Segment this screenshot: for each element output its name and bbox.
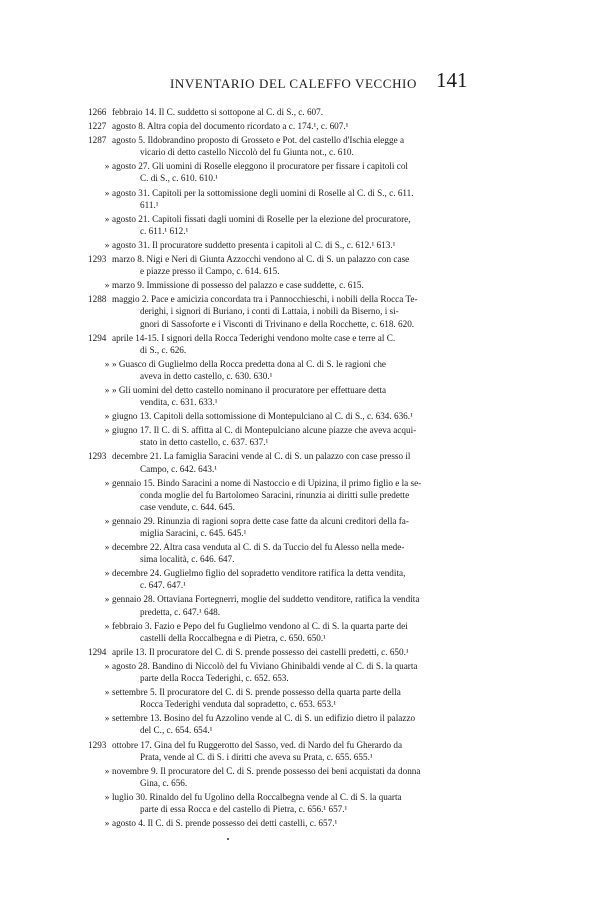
- inventory-entry: [0, 187, 606, 211]
- entry-text: decembre 21. La famiglia Saracini vende al C. di S. un palazzo con case presso il: [112, 451, 411, 462]
- entry-line: [0, 293, 606, 305]
- ditto-mark: »: [104, 384, 110, 395]
- entry-line: [0, 106, 606, 118]
- entry-line: [0, 225, 606, 237]
- ditto-mark: »: [104, 477, 110, 488]
- entry-text: vicario di detto castello Niccolò del fu Giunta not., c. 610.: [140, 147, 354, 158]
- ditto-mark: »: [104, 568, 110, 579]
- entry-line: [0, 606, 606, 618]
- entry-line: [0, 527, 606, 539]
- inventory-entry: [0, 120, 606, 132]
- entry-text: aveva in detto castello, c. 630. 630.¹: [140, 370, 273, 381]
- entry-text: C. di S., c. 610. 610.¹: [140, 173, 219, 184]
- running-title: INVENTARIO DEL CALEFFO VECCHIO: [170, 76, 417, 91]
- inventory-entry: [0, 450, 606, 474]
- ditto-mark: »: [104, 280, 110, 291]
- entry-text: novembre 9. Il procuratore del C. di S. prende possesso dei beni acquistati da donna: [112, 765, 421, 776]
- entry-line: [0, 724, 606, 736]
- entry-line: [0, 803, 606, 815]
- entry-text: agosto 21. Capitoli fissati dagli uomini di Roselle per la elezione del procuratore,: [112, 213, 411, 224]
- inventory-entry: [0, 593, 606, 617]
- entry-text: c. 611.¹ 612.¹: [140, 225, 189, 236]
- entry-year: 1294: [88, 646, 107, 657]
- entry-text: » Gli uomini del detto castello nominano il procuratore per effettuare detta: [112, 384, 387, 395]
- inventory-entry: [0, 620, 606, 644]
- entry-line: [0, 646, 606, 658]
- entry-text: giugno 13. Capitoli della sottomissione di Montepulciano al C. di S., c. 634. 636.¹: [112, 411, 413, 422]
- inventory-entry: [0, 213, 606, 237]
- entry-line: [0, 501, 606, 513]
- inventory-entry: [0, 106, 606, 118]
- entry-line: [0, 358, 606, 370]
- inventory-entry: [0, 791, 606, 815]
- entry-line: [0, 265, 606, 277]
- inventory-entry: [0, 660, 606, 684]
- entry-line: [0, 410, 606, 422]
- entry-line: [0, 199, 606, 211]
- ditto-mark: »: [104, 542, 110, 553]
- page-number: 141: [436, 68, 468, 92]
- entry-text: settembre 5. Il procuratore del C. di S. prende possesso della quarta parte della: [112, 687, 401, 698]
- entry-text: derighi, i signori di Buriano, i conti di Lattaia, i nobili da Biserno, i si-: [140, 306, 399, 317]
- ditto-mark: »: [104, 358, 110, 369]
- entry-text: del C., c. 654. 654.¹: [140, 725, 213, 736]
- entry-text: aprile 14-15. I signori della Rocca Tederighi vendono molte case e terre al C.: [112, 332, 396, 343]
- entry-text: parte della Rocca Tederighi, c. 652. 653.: [140, 673, 289, 684]
- entry-text: agosto 5. Ildobrandino proposto di Grosseto e Pot. del castello d'Ischia elegge a: [112, 135, 405, 146]
- entry-text: gnori di Sassoforte e i Visconti di Trivinano e della Rocchette, c. 618. 620.: [140, 318, 415, 329]
- entry-text: decembre 24. Guglielmo figlio del sopradetto venditore ratifica la detta vendita,: [112, 568, 406, 579]
- entry-line: [0, 515, 606, 527]
- entry-line: [0, 436, 606, 448]
- entry-text: agosto 31. Capitoli per la sottomissione degli uomini di Roselle al C. di S., c. 611.: [112, 187, 414, 198]
- ditto-mark: »: [104, 411, 110, 422]
- entry-text: Campo, c. 642. 643.¹: [140, 463, 218, 474]
- entry-text: agosto 27. Gli uomini di Roselle eleggono il procuratore per fissare i capitoli col: [112, 161, 408, 172]
- entry-line: [0, 567, 606, 579]
- entry-line: [0, 593, 606, 605]
- entry-line: [0, 253, 606, 265]
- entry-text: e piazze presso il Campo, c. 614. 615.: [140, 266, 280, 277]
- inventory-entry: [0, 279, 606, 291]
- entry-line: [0, 344, 606, 356]
- entry-text: Gina, c. 656.: [140, 777, 188, 788]
- inventory-entry: [0, 332, 606, 356]
- entry-text: marzo 8. Nigi e Neri di Giunta Azzocchi vendono al C. di S. un palazzo con case: [112, 254, 410, 265]
- inventory-entry: [0, 424, 606, 448]
- inventory-entry: [0, 765, 606, 789]
- entry-text: decembre 22. Altra casa venduta al C. di S. da Tuccio del fu Alesso nella mede-: [112, 542, 405, 553]
- entry-text: parte di essa Rocca e del castello di Pietra, c. 656.¹ 657.¹: [140, 803, 348, 814]
- entry-text: febbraio 14. Il C. suddetto si sottopone al C. di S., c. 607.: [112, 107, 324, 117]
- entry-line: [0, 817, 606, 829]
- inventory-entry: [0, 239, 606, 251]
- entry-text: gennaio 28. Ottaviana Fortegnerri, moglie del suddetto venditore, ratifica la vendita: [112, 594, 420, 605]
- entry-line: [0, 553, 606, 565]
- entry-text: sima località, c. 646. 647.: [140, 554, 235, 565]
- entry-text: conda moglie del fu Bartolomeo Saracini, rinunzia ai diritti sulle predette: [140, 489, 410, 500]
- entry-line: [0, 765, 606, 777]
- ditto-mark: »: [104, 765, 110, 776]
- ditto-mark: »: [104, 687, 110, 698]
- entry-year: 1288: [88, 294, 107, 305]
- inventory-entry: [0, 686, 606, 710]
- entry-line: [0, 739, 606, 751]
- entry-text: 611.¹: [140, 199, 159, 210]
- entry-year: 1293: [88, 254, 107, 265]
- entry-year: 1293: [88, 451, 107, 462]
- entry-line: [0, 424, 606, 436]
- inventory-entry: [0, 739, 606, 763]
- entry-line: [0, 463, 606, 475]
- entry-text: gennaio 15. Bindo Saracini a nome di Nastoccio e di Upizina, il primo figlio e la se-: [112, 477, 422, 488]
- entry-year: 1294: [88, 332, 107, 343]
- ditto-mark: »: [104, 515, 110, 526]
- inventory-entry: [0, 477, 606, 513]
- inventory-entry: [0, 712, 606, 736]
- entry-text: settembre 13. Bosino del fu Azzolino vende al C. di S. un edifizio dietro il palazzo: [112, 713, 416, 724]
- entry-text: » Guasco di Guglielmo della Rocca predetta dona al C. di S. le ragioni che: [112, 358, 387, 369]
- inventory-entry: [0, 817, 606, 829]
- entry-line: [0, 672, 606, 684]
- entry-text: vendita, c. 631. 633.¹: [140, 397, 218, 408]
- inventory-entry: [0, 410, 606, 422]
- entry-year: 1266: [88, 107, 107, 117]
- entry-line: [0, 791, 606, 803]
- inventory-entry: [0, 253, 606, 277]
- entry-text: miglia Saracini, c. 645. 645.¹: [140, 528, 247, 538]
- ditto-mark: »: [104, 660, 110, 671]
- inventory-entry: [0, 567, 606, 591]
- ditto-mark: »: [104, 791, 110, 802]
- entry-year: 1287: [88, 135, 107, 146]
- ditto-mark: »: [104, 713, 110, 724]
- ditto-mark: »: [104, 620, 110, 631]
- entry-text: agosto 31. Il procuratore suddetto presenta i capitoli al C. di S., c. 612.¹ 613.¹: [112, 239, 396, 250]
- entry-text: maggio 2. Pace e amicizia concordata tra i Pannocchieschi, i nobili della Rocca Te-: [112, 294, 418, 305]
- entry-line: [0, 632, 606, 644]
- entry-line: [0, 172, 606, 184]
- ditto-mark: »: [104, 187, 110, 198]
- entry-line: [0, 305, 606, 317]
- entry-line: [0, 396, 606, 408]
- entry-year: 1227: [88, 121, 107, 132]
- inventory-entry: [0, 646, 606, 658]
- inventory-entry: [0, 293, 606, 329]
- entry-line: [0, 660, 606, 672]
- entry-line: [0, 541, 606, 553]
- entry-line: [0, 477, 606, 489]
- entry-line: [0, 370, 606, 382]
- entry-text: Prata, vende al C. di S. i diritti che aveva su Prata, c. 655. 655.¹: [140, 751, 373, 762]
- ditto-mark: »: [104, 425, 110, 436]
- entry-line: [0, 384, 606, 396]
- entry-text: case vendute, c. 644. 645.: [140, 501, 235, 512]
- entry-list: [0, 106, 606, 831]
- entry-text: giugno 17. Il C. di S. affitta al C. di Montepulciano alcune piazze che aveva acqui-: [112, 425, 417, 436]
- entry-line: [0, 620, 606, 632]
- entry-text: gennaio 29. Rinunzia di ragioni sopra dette case fatte da alcuni creditori della fa-: [112, 515, 409, 526]
- ditto-mark: »: [104, 818, 110, 829]
- entry-text: luglio 30. Rinaldo del fu Ugolino della Roccalbegna vende al C. di S. la quarta: [112, 791, 402, 802]
- inventory-entry: [0, 541, 606, 565]
- entry-line: [0, 751, 606, 763]
- entry-line: [0, 332, 606, 344]
- ditto-mark: »: [104, 213, 110, 224]
- entry-text: aprile 13. Il procuratore del C. di S. prende possesso dei castelli predetti, c. 650.¹: [112, 646, 409, 657]
- entry-line: [0, 777, 606, 789]
- ditto-mark: »: [104, 161, 110, 172]
- entry-line: [0, 489, 606, 501]
- entry-text: febbraio 3. Fazio e Pepo del fu Guglielmo vendono al C. di S. la quarta parte dei: [112, 620, 408, 631]
- entry-year: 1293: [88, 739, 107, 750]
- entry-line: [0, 146, 606, 158]
- entry-line: [0, 213, 606, 225]
- entry-line: [0, 712, 606, 724]
- ink-speck: [227, 838, 229, 840]
- entry-line: [0, 279, 606, 291]
- entry-text: castelli della Roccalbegna e di Pietra, c. 650. 650.¹: [140, 632, 326, 643]
- entry-text: predetta, c. 647.¹ 648.: [140, 606, 221, 617]
- ditto-mark: »: [104, 594, 110, 605]
- entry-text: marzo 9. Immissione di possesso del palazzo e case suddette, c. 615.: [112, 280, 364, 291]
- inventory-entry: [0, 384, 606, 408]
- entry-line: [0, 239, 606, 251]
- ditto-mark: »: [104, 239, 110, 250]
- entry-line: [0, 318, 606, 330]
- entry-line: [0, 160, 606, 172]
- entry-line: [0, 120, 606, 132]
- inventory-entry: [0, 515, 606, 539]
- entry-text: di S., c. 626.: [140, 344, 187, 355]
- entry-line: [0, 698, 606, 710]
- entry-text: Rocca Tederighi venduta dal sopradetto, c. 653. 653.¹: [140, 699, 337, 710]
- entry-line: [0, 187, 606, 199]
- entry-line: [0, 686, 606, 698]
- entry-text: agosto 4. Il C. di S. prende possesso dei detti castelli, c. 657.¹: [112, 818, 338, 829]
- entry-text: ottobre 17. Gina del fu Ruggerotto del Sasso, ved. di Nardo del fu Gherardo da: [112, 739, 403, 750]
- entry-line: [0, 450, 606, 462]
- inventory-entry: [0, 134, 606, 158]
- inventory-entry: [0, 160, 606, 184]
- entry-text: c. 647. 647.¹: [140, 580, 186, 591]
- entry-text: agosto 28. Bandino di Niccolò del fu Viviano Ghinibaldi vende al C. di S. la quarta: [112, 660, 418, 671]
- inventory-entry: [0, 358, 606, 382]
- entry-line: [0, 134, 606, 146]
- entry-text: agosto 8. Altra copia del documento ricordato a c. 174.¹, c. 607.¹: [112, 121, 349, 132]
- entry-text: stato in detto castello, c. 637. 637.¹: [140, 437, 269, 448]
- entry-line: [0, 579, 606, 591]
